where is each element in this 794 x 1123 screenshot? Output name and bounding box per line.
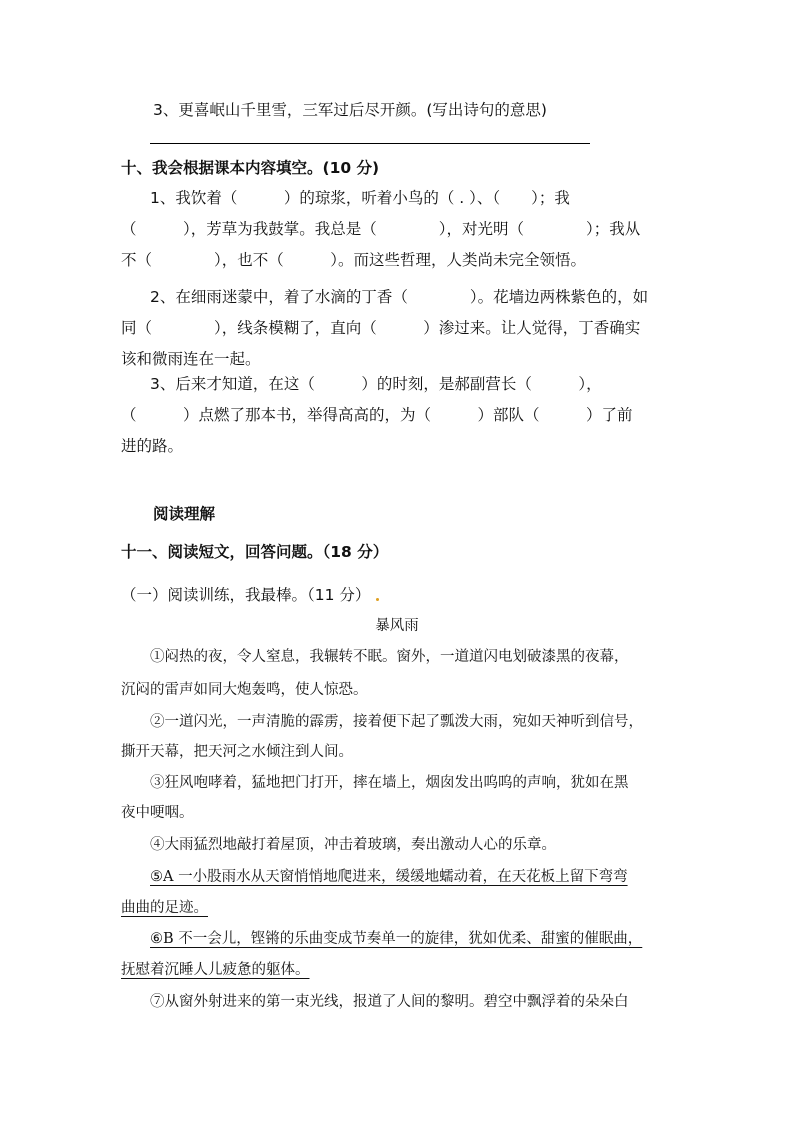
answer-rule	[150, 143, 590, 144]
section-eleven-heading: 十一、阅读短文，回答问题。（18 分）	[121, 543, 389, 561]
passage-line-underlined: ⑤A 一小股雨水从天窗悄悄地爬进来，缓缓地蠕动着，在天花板上留下弯弯	[150, 869, 628, 885]
fill-line: 2、在细雨迷蒙中，着了水滴的丁香（ ）。花墙边两株紫色的，如	[150, 288, 649, 306]
passage-line: ②一道闪光，一声清脆的霹雳，接着便下起了瓢泼大雨，宛如天神听到信号，	[150, 714, 643, 730]
section-ten-heading: 十、我会根据课本内容填空。(10 分)	[121, 159, 380, 177]
passage-line: 夜中哽咽。	[121, 805, 194, 821]
passage-line-underlined: 抚慰着沉睡人儿疲惫的躯体。	[121, 962, 310, 978]
fill-line: （ ），芳草为我鼓掌。我总是（ ），对光明（ ）；我从	[121, 220, 641, 238]
passage-line: ③狂风咆哮着，猛地把门打开，摔在墙上，烟囱发出呜呜的声响，犹如在黑	[150, 775, 629, 791]
fill-line: 1、我饮着（ ）的琼浆，听着小鸟的（ . ）、（ ）；我	[150, 189, 570, 207]
fill-line: 3、后来才知道，在这（ ）的时刻，是郝副营长（ ），	[150, 375, 602, 393]
passage-line: 沉闷的雷声如同大炮轰鸣，使人惊恐。	[121, 682, 368, 698]
fill-line: 不（ ），也不（ ）。而这些哲理，人类尚未完全领悟。	[121, 251, 587, 269]
fill-line: （ ）点燃了那本书，举得高高的，为（ ）部队（ ）了前	[121, 406, 633, 424]
passage-line: ①闷热的夜，令人窒息，我辗转不眠。窗外，一道道闪电划破漆黑的夜幕，	[150, 649, 629, 665]
reading-heading: 阅读理解	[153, 505, 216, 523]
fill-line: 同（ ），线条模糊了，直向（ ）渗过来。让人觉得，丁香确实	[121, 319, 641, 337]
fill-line: 进的路。	[121, 437, 184, 455]
passage-title: 暴风雨	[375, 618, 419, 634]
fill-line: 该和微雨连在一起。	[121, 350, 261, 368]
passage-line-underlined: ⑥B 不一会儿，铿锵的乐曲变成节奏单一的旋律，犹如优柔、甜蜜的催眠曲，	[150, 931, 643, 947]
decorative-dot	[376, 598, 379, 601]
passage-line: ⑦从窗外射进来的第一束光线，报道了人间的黎明。碧空中飘浮着的朵朵白	[150, 994, 629, 1010]
passage-line: 撕开天幕，把天河之水倾注到人间。	[121, 744, 353, 760]
subsection-heading: （一）阅读训练，我最棒。（11 分）	[121, 586, 371, 604]
passage-line: ④大雨猛烈地敲打着屋顶，冲击着玻璃，奏出激动人心的乐章。	[150, 837, 556, 853]
poem-question: 3、更喜岷山千里雪，三军过后尽开颜。(写出诗句的意思)	[153, 101, 547, 119]
passage-line-underlined: 曲曲的足迹。	[121, 900, 208, 916]
